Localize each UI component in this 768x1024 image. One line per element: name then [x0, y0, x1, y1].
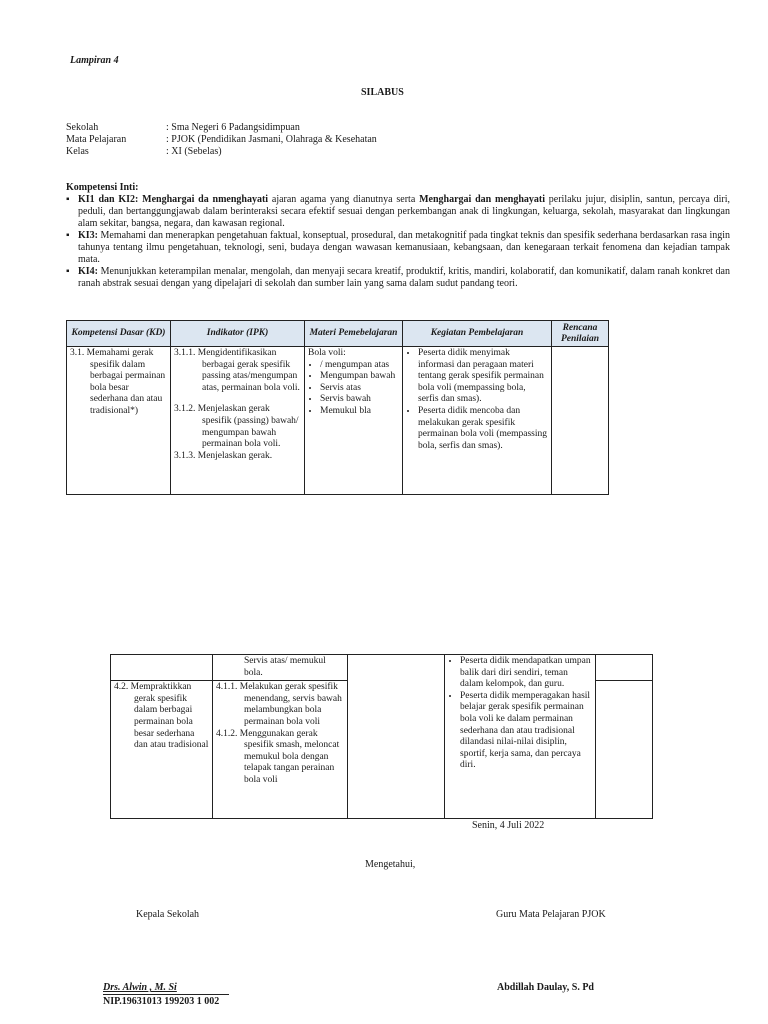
- ki1-bold1: Menghargai da nmenghayati: [142, 194, 269, 205]
- ipk-cell: [171, 347, 305, 495]
- ki3-label: KI3:: [78, 230, 98, 241]
- list-item: • Peserta didik mendapatkan umpan balik dari diri sendiri, teman dalam kelompok, dan guru.: [460, 656, 592, 691]
- kd-cell: [67, 347, 171, 495]
- header-kegiatan: Kegiatan Pembelajaran: [403, 321, 552, 347]
- list-item: • Peserta didik menyimak informasi dan peragaan materi tentang gerak spesifik permainan bola voli (mempassing bola, serfis dan smas).: [418, 348, 548, 406]
- right-role: Guru Mata Pelajaran PJOK: [496, 909, 606, 920]
- list-item: • Peserta didik memperagakan hasil belajar gerak spesifik permainan bola voli ke dalam permainan sederhana dan atau tradisional dilandasi nilai-nilai disiplin, sportif, kerja sama, dan percaya diri.: [460, 691, 592, 772]
- kompetensi-inti-heading: Kompetensi Inti:: [66, 182, 139, 193]
- identity-row-mapel: [66, 134, 466, 146]
- list-item: • Servis bawah: [320, 394, 399, 406]
- penilaian-cell: [552, 347, 609, 495]
- materi-title: Bola voli:: [308, 348, 346, 358]
- list-item: • Memukul bla: [320, 406, 399, 418]
- right-signer-name: Abdillah Daulay, S. Pd: [497, 982, 594, 993]
- ipk-cell: [213, 681, 348, 819]
- left-role: Kepala Sekolah: [136, 909, 200, 920]
- ki1-text2: perilaku jujur, disiplin, santun, percaya diri, peduli, dan bertanggungjawab dalam berinteraksi secara efektif sesuai dengan perkembangan anak di lingkungan, keluarga, sekolah, masyarakat dan lingkungan alam sekitar, bangsa, negara, dan kawasan regional.: [78, 194, 731, 229]
- ipk-item: 3.1.3. Menjelaskan gerak.: [174, 450, 273, 461]
- ki1-item: [66, 194, 730, 230]
- ki3-item: [66, 230, 730, 266]
- identity-value: : XI (Sebelas): [166, 146, 222, 157]
- identity-row-sekolah: [66, 122, 466, 134]
- ki4-text: Menunjukkan keterampilan menalar, mengolah, dan menyaji secara kreatif, produktif, kritis, mandiri, kolaboratif, dan komunikatif, dalam ranah konkret dan ranah abstrak sesuai dengan yang dipelajari di sekolah dan sumber lain yang sama dalam sudut pandang teori.: [78, 266, 730, 289]
- identity-block: [66, 122, 466, 158]
- ki3-text: Memahami dan menerapkan pengetahuan faktual, konseptual, prosedural, dan metakognitif pada tingkat teknis dan spesifik sederhana berdasarkan rasa ingin tahunya tentang ilmu pengetahuan, teknologi, seni, budaya dengan wawasan kemanusiaan, kebangsaan, dan kenegaraan terkait fenomena dan kejadian tampak mata.: [78, 230, 730, 265]
- materi-cell: [305, 347, 403, 495]
- list-item: • Peserta didik mencoba dan melakukan gerak spesifik permainan bola voli (mempassing bola, serfis dan smas).: [418, 406, 548, 452]
- header-penilaian: Rencana Penilaian: [552, 321, 609, 347]
- ipk-cont-text: Servis atas/ memukul bola.: [244, 656, 326, 678]
- header-ipk: Indikator (IPK): [171, 321, 305, 347]
- silabus-table-1: [66, 320, 609, 495]
- kd-cell: [111, 681, 213, 819]
- kegiatan-list: [406, 348, 548, 452]
- identity-value: : Sma Negeri 6 Padangsidimpuan: [166, 122, 300, 133]
- materi-list: [308, 360, 399, 418]
- kd-cell-empty: [111, 655, 213, 681]
- kd-text: 4.2. Mempraktikkan gerak spesifik dalam berbagai permainan bola besar sederhana dan atau tradisional: [114, 682, 209, 751]
- table-row: [111, 655, 653, 681]
- identity-label: Mata Pelajaran: [66, 134, 127, 145]
- identity-label: Sekolah: [66, 122, 99, 133]
- header-materi: Materi Pemebelajaran: [305, 321, 403, 347]
- kegiatan-cell: [445, 655, 596, 819]
- kegiatan-list: [448, 656, 592, 772]
- kompetensi-inti-section: [66, 182, 730, 290]
- list-item: • / mengumpan atas: [320, 360, 399, 372]
- table-header-row: [67, 321, 609, 347]
- ipk-item: 4.1.1. Melakukan gerak spesifik menendang, servis bawah melambungkan bola permainan bola voli: [216, 682, 342, 727]
- ipk-item: 3.1.2. Menjelaskan gerak spesifik (passing) bawah/ mengumpan bawah permainan bola voli.: [174, 404, 299, 450]
- identity-row-kelas: [66, 146, 466, 158]
- ki1-text1: ajaran agama yang dianutnya serta: [268, 194, 420, 205]
- header-kd: Kompetensi Dasar (KD): [67, 321, 171, 347]
- materi-cell: [348, 655, 445, 819]
- kd-text: 3.1. Memahami gerak spesifik dalam berbagai permainan bola besar sederhana dan atau tradisional*): [70, 348, 166, 416]
- left-signer-nip: NIP.19631013 199203 1 002: [103, 996, 220, 1007]
- kegiatan-cell: [403, 347, 552, 495]
- ipk-cell-cont: [213, 655, 348, 681]
- document-title: SILABUS: [361, 87, 404, 98]
- penilaian-cell: [596, 655, 653, 681]
- ipk-item: 4.1.2. Menggunakan gerak spesifik smash, meloncat memukul bola dengan telapak tangan perainan bola voli: [216, 728, 340, 785]
- mengetahui-label: Mengetahui,: [365, 859, 416, 870]
- identity-value: : PJOK (Pendidikan Jasmani, Olahraga & Kesehatan: [166, 134, 377, 145]
- ipk-item: 3.1.1. Mengidentifikasikan berbagai gerak spesifik passing atas/mengumpan atas, permainan bola voli.: [174, 348, 300, 393]
- ki4-label: KI4:: [78, 266, 98, 277]
- ki4-item: [66, 266, 730, 290]
- ki1-bold2: Menghargai dan menghayati: [419, 194, 545, 205]
- penilaian-cell: [596, 681, 653, 819]
- list-item: • Servis atas: [320, 383, 399, 395]
- table-row: [67, 347, 609, 495]
- ki-list: [66, 194, 730, 290]
- silabus-table-2: [110, 654, 653, 819]
- ki1-label: KI1 dan KI2:: [78, 194, 139, 205]
- signature-date: Senin, 4 Juli 2022: [472, 820, 545, 831]
- list-item: • Mengumpan bawah: [320, 371, 399, 383]
- left-signer-name: Drs. Alwin , M. Si: [103, 982, 229, 995]
- identity-label: Kelas: [66, 146, 89, 157]
- lampiran-label: Lampiran 4: [70, 55, 119, 66]
